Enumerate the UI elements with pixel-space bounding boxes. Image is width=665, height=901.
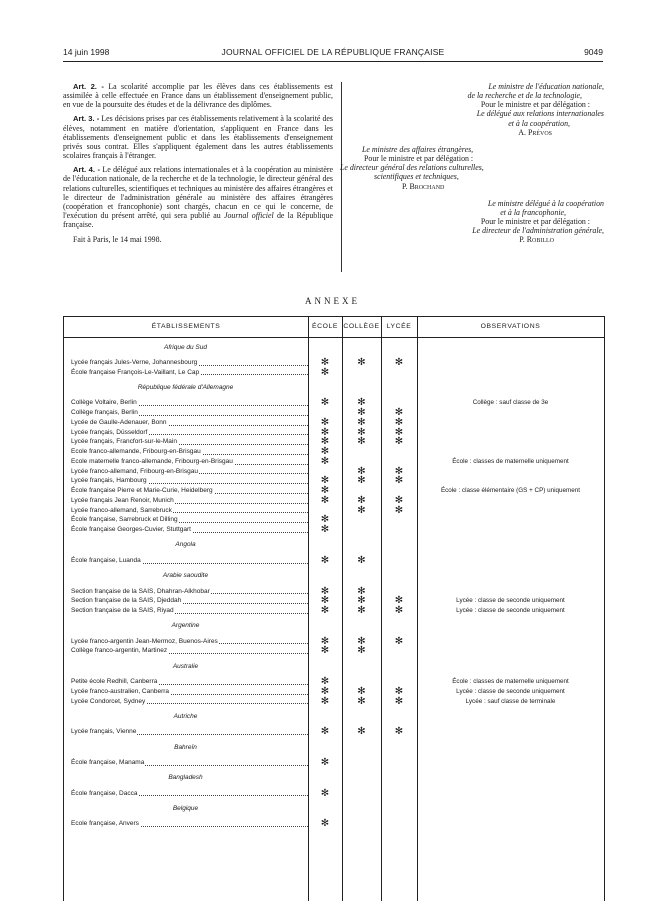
mark-lycee: ✻ <box>394 595 404 607</box>
sig3-line1: Le ministre délégué à la coopération <box>487 198 604 208</box>
header-etablissements: ÉTABLISSEMENTS <box>151 323 221 330</box>
table-row <box>64 428 604 438</box>
country-name: Belgique <box>172 805 199 813</box>
observation-text: Lycée : classe de seconde uniquement <box>456 687 565 695</box>
establishment-name: Lycée de Gaulle-Adenauer, Bonn <box>71 418 308 428</box>
establishment-name: Collège franco-argentin, Martinez <box>71 646 308 656</box>
mark-lycee: ✻ <box>394 605 404 616</box>
establishment-name: Lycée français, Vienne <box>71 727 308 737</box>
mark-college: ✻ <box>357 475 366 487</box>
establishment-name: École française, Luanda <box>71 556 308 566</box>
mark-college: ✻ <box>357 407 366 419</box>
establishment-name: Lycée franco-argentin Jean-Mermoz, Buenos-Aires <box>71 637 308 647</box>
mark-college: ✻ <box>357 416 366 428</box>
mark-lycee: ✻ <box>394 436 404 448</box>
mark-ecole: ✻ <box>320 524 330 536</box>
annexe-table <box>63 316 605 901</box>
table-row <box>64 486 604 496</box>
establishment-name: Lycée franco-allemand, Fribourg-en-Brisgau <box>71 467 308 477</box>
sig3-line4: Le directeur de l'administration générale, <box>472 226 604 236</box>
mark-college: ✻ <box>357 436 366 448</box>
mark-lycee: ✻ <box>394 475 404 487</box>
country-heading <box>64 712 604 722</box>
header-ecole: ÉCOLE <box>311 323 339 330</box>
mark-ecole: ✻ <box>320 485 330 497</box>
mark-ecole: ✻ <box>320 676 330 688</box>
country-heading <box>64 383 604 393</box>
mark-college: ✻ <box>357 595 366 607</box>
mark-college: ✻ <box>357 685 366 697</box>
establishment-name: Lycée français Jules-Verne, Johannesbourg <box>71 358 308 368</box>
mark-ecole: ✻ <box>320 475 330 487</box>
header-date: 14 juin 1998 <box>63 47 110 57</box>
signature-block-foreign-affairs <box>336 145 604 191</box>
establishment-name: Lycée français, Düsseldorf <box>71 428 308 438</box>
observation-text: Lycée : classe de seconde uniquement <box>456 597 565 605</box>
establishment-name: Collège Voltaire, Berlin <box>71 398 308 408</box>
mark-college: ✻ <box>357 426 366 438</box>
header-college: COLLÈGE <box>343 323 380 330</box>
table-row <box>64 637 604 647</box>
mark-ecole: ✻ <box>320 787 330 799</box>
observation-text: École : classes de maternelle uniquement <box>452 678 569 686</box>
table-row <box>64 646 604 656</box>
article-3 <box>63 114 333 160</box>
header-page-number: 9049 <box>584 47 603 57</box>
mark-ecole: ✻ <box>320 426 330 438</box>
header-observations: OBSERVATIONS <box>480 323 541 330</box>
observation-text: Lycée : sauf classe de terminale <box>465 697 556 705</box>
mark-ecole: ✻ <box>320 595 330 607</box>
establishment-name: Lycée français, Hambourg <box>71 476 308 486</box>
mark-college: ✻ <box>357 635 366 647</box>
table-row <box>64 358 604 368</box>
mark-lycee: ✻ <box>394 635 404 647</box>
sig3-name: P. Robillo <box>519 235 554 245</box>
article-4 <box>63 165 333 229</box>
establishment-name: Section française de la SAIS, Riyad <box>71 606 308 616</box>
establishment-name: École française, Sarrebruck et Dilling <box>71 515 308 525</box>
sig1-line2: de la recherche et de la technologie, <box>467 91 582 101</box>
mark-lycee: ✻ <box>394 416 404 428</box>
mark-ecole: ✻ <box>320 726 330 738</box>
table-row <box>64 789 604 799</box>
table-row <box>64 687 604 697</box>
table-row <box>64 447 604 457</box>
country-heading <box>64 343 604 353</box>
header-rule <box>63 61 603 62</box>
table-body <box>64 337 604 901</box>
mark-college: ✻ <box>357 397 366 409</box>
mark-lycee: ✻ <box>394 726 404 738</box>
table-row <box>64 408 604 418</box>
mark-college: ✻ <box>357 645 366 657</box>
mark-lycee: ✻ <box>394 465 404 477</box>
done-at-line: Fait à Paris, le 14 mai 1998. <box>73 235 162 245</box>
mark-college: ✻ <box>357 585 366 597</box>
table-row <box>64 587 604 597</box>
mark-ecole: ✻ <box>320 605 330 616</box>
establishment-name: École française Georges-Cuvier, Stuttgart <box>71 525 308 535</box>
mark-lycee: ✻ <box>394 356 404 368</box>
country-name: Angola <box>175 541 196 549</box>
header-lycee: LYCÉE <box>386 323 412 330</box>
table-row <box>64 556 604 566</box>
sig1-name: A. Prévos <box>518 127 552 137</box>
mark-ecole: ✻ <box>320 695 330 707</box>
table-row <box>64 606 604 616</box>
mark-ecole: ✻ <box>320 455 330 467</box>
sig1-line1: Le ministre de l'éducation nationale, <box>488 82 604 91</box>
table-row <box>64 457 604 467</box>
sig2-name: P. Brochand <box>402 181 445 191</box>
mark-ecole: ✻ <box>320 645 330 657</box>
article-2-label: Art. 2. - <box>73 82 104 91</box>
mark-college: ✻ <box>357 504 366 516</box>
article-4-end: de la République française. <box>63 211 333 230</box>
establishment-name: Lycée français, Francfort-sur-le-Main <box>71 437 308 447</box>
mark-ecole: ✻ <box>320 514 330 526</box>
mark-lycee: ✻ <box>394 494 404 506</box>
table-row <box>64 418 604 428</box>
country-name: Australie <box>172 662 199 670</box>
country-heading <box>64 621 604 631</box>
mark-ecole: ✻ <box>320 635 330 647</box>
table-row <box>64 819 604 829</box>
sig1-line5: et à la coopération, <box>508 118 570 128</box>
table-row <box>64 476 604 486</box>
mark-college: ✻ <box>357 356 366 368</box>
country-name: Arabie saoudite <box>162 572 209 580</box>
country-heading <box>64 773 604 783</box>
establishment-name: École française Pierre et Marie-Curie, Heidelberg <box>71 486 308 496</box>
country-name: Bahreïn <box>174 743 197 751</box>
article-4-label: Art. 4. - <box>73 165 100 175</box>
table-row <box>64 727 604 737</box>
country-name: Afrique du Sud <box>163 343 207 351</box>
page-header <box>63 47 603 61</box>
observation-text: Lycée : classe de seconde uniquement <box>456 607 565 614</box>
article-2 <box>63 82 333 109</box>
country-heading <box>64 571 604 581</box>
article-3-label: Art. 3. - <box>73 114 100 124</box>
table-row <box>64 758 604 768</box>
establishment-name: Section française de la SAIS, Djeddah <box>71 596 308 606</box>
country-heading <box>64 662 604 672</box>
mark-ecole: ✻ <box>320 356 330 368</box>
table-row <box>64 677 604 687</box>
country-name: Bangladesh <box>168 774 203 782</box>
establishment-name: École française, Dacca <box>71 789 308 799</box>
mark-college: ✻ <box>357 554 366 566</box>
annexe-title: ANNEXE <box>305 296 360 306</box>
mark-ecole: ✻ <box>320 585 330 597</box>
country-name: Autriche <box>173 712 198 720</box>
establishment-name: École française François-Le-Vaillant, Le Cap <box>71 368 308 378</box>
mark-ecole: ✻ <box>320 446 330 458</box>
establishment-name: Lycée Condorcet, Sydney <box>71 697 308 707</box>
country-name: République fédérale d'Allemagne <box>137 384 234 392</box>
sig1-line3: Pour le ministre et par délégation : <box>480 100 590 110</box>
signatures-column <box>336 82 604 253</box>
mark-ecole: ✻ <box>320 366 330 378</box>
sig2-line1: Le ministre des affaires étrangères, <box>362 144 474 154</box>
mark-ecole: ✻ <box>320 554 330 566</box>
country-name: Argentine <box>171 622 200 630</box>
mark-lycee: ✻ <box>394 426 404 438</box>
signature-block-cooperation <box>336 199 604 245</box>
mark-college: ✻ <box>357 695 366 707</box>
sig1-line4: Le délégué aux relations internationales <box>476 109 604 119</box>
table-row <box>64 398 604 408</box>
sig3-line3: Pour le ministre et par délégation : <box>480 217 590 227</box>
mark-ecole: ✻ <box>320 436 330 448</box>
mark-ecole: ✻ <box>320 397 330 409</box>
article-2-text: La scolarité accomplie par les élèves dans ces établissements est assimilée à celle effectuée en France dans un établissement d'enseignement public, en vue de la poursuite des études et de la délivrance des diplômes. <box>63 82 333 110</box>
mark-ecole: ✻ <box>320 494 330 506</box>
observation-text: École : classe élémentaire (GS + CP) uniquement <box>440 487 581 495</box>
article-4-text: Le délégué aux relations internationales et à la coopération au ministère de l'éducation nationale, de la recherche et de la technologie, le directeur général des relations culturelles, scientifiques et techniques au ministère des affaires étrangères et le directeur de l'administration générale au ministère des affaires étrangères (coopération et francophonie) sont chargés, chacun en ce qui le concerne, de l'exécution du présent arrêté, qui sera publié au <box>63 165 334 221</box>
mark-ecole: ✻ <box>320 685 330 697</box>
observation-text: École : classes de maternelle uniquement <box>452 457 569 465</box>
sig3-line2: et à la francophonie, <box>500 207 566 217</box>
mark-lycee: ✻ <box>394 504 404 516</box>
establishment-name: Ecole française, Anvers <box>71 819 308 829</box>
establishment-name: Lycée français Jean Renoir, Munich <box>71 496 308 506</box>
table-row <box>64 596 604 606</box>
sig2-line3: Le directeur général des relations culturelles, <box>340 163 484 173</box>
sig2-line2: Pour le ministre et par délégation : <box>364 154 474 164</box>
establishment-name: Lycée franco-australien, Canberra <box>71 687 308 697</box>
mark-ecole: ✻ <box>320 818 330 830</box>
mark-college: ✻ <box>357 605 366 616</box>
table-row <box>64 496 604 506</box>
article-4-journal: Journal officiel <box>223 211 274 221</box>
mark-ecole: ✻ <box>320 416 330 428</box>
establishment-name: Collège français, Berlin <box>71 408 308 418</box>
table-row <box>64 525 604 535</box>
table-row <box>64 506 604 516</box>
establishment-name: Lycée franco-allemand, Sarrebruck <box>71 506 308 516</box>
table-row <box>64 697 604 707</box>
mark-ecole: ✻ <box>320 757 330 768</box>
mark-college: ✻ <box>357 726 366 738</box>
observation-text: Collège : sauf classe de 3e <box>472 399 549 407</box>
country-heading <box>64 804 604 814</box>
mark-lycee: ✻ <box>394 685 404 697</box>
establishment-name: Section française de la SAIS, Dhahran-Alkhobar <box>71 587 308 597</box>
establishment-name: Ecole maternelle franco-allemande, Fribourg-en-Brisgau <box>71 457 308 467</box>
table-row <box>64 467 604 477</box>
sig2-line4: scientifiques et techniques, <box>374 172 459 182</box>
table-row <box>64 437 604 447</box>
mark-college: ✻ <box>357 465 366 477</box>
country-heading <box>64 743 604 753</box>
articles-column <box>63 82 333 250</box>
article-3-text: Les décisions prises par ces établissements relativement à la scolarité des élèves, notamment en matière d'orientation, s'appliquent en France dans les établissements d'enseignement public et dans les établissements d'enseignement privés sous contrat. Elles s'appliquent également dans les autres établissements scolaires français à l'étranger. <box>63 114 333 161</box>
mark-lycee: ✻ <box>394 407 404 419</box>
signature-block-education <box>336 82 604 137</box>
establishment-name: École française, Manama <box>71 758 308 768</box>
mark-lycee: ✻ <box>394 695 404 707</box>
establishment-name: Ecole franco-allemande, Fribourg-en-Brisgau <box>71 447 308 457</box>
mark-college: ✻ <box>357 494 366 506</box>
header-journal-title: JOURNAL OFFICIEL DE LA RÉPUBLIQUE FRANÇAISE <box>221 47 445 57</box>
country-heading <box>64 540 604 550</box>
table-row <box>64 368 604 378</box>
table-row <box>64 515 604 525</box>
establishment-name: Petite école Redhill, Canberra <box>71 677 308 687</box>
